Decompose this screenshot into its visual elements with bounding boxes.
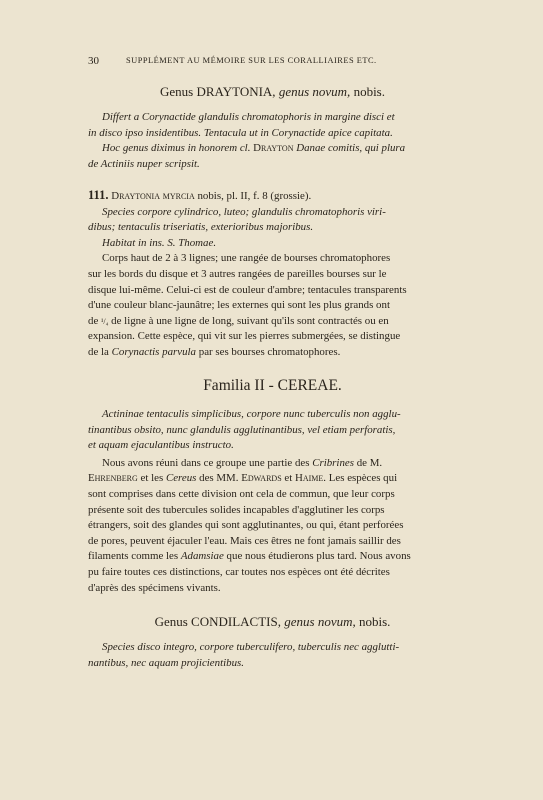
dedication-line xyxy=(88,141,457,157)
description-line xyxy=(88,345,457,361)
genus-author: nobis. xyxy=(358,614,391,629)
description-line xyxy=(88,314,457,330)
genus-name: Genus DRAYTONIA, xyxy=(160,84,276,99)
text: filaments comme les xyxy=(88,550,179,563)
desc-text: par ses bourses chromatophores. xyxy=(198,345,341,358)
familia-diagnosis-line: Actininae tentaculis simplicibus, corpore nunc tuberculis non agglu- xyxy=(102,408,401,420)
taxon: Cribrines xyxy=(312,456,354,469)
familia-text-line: de pores, peuvent éjaculer l'eau. Mais ces êtres ne font jamais saillir des xyxy=(88,534,401,547)
species-habitat: Habitat in ins. S. Thomae. xyxy=(102,236,217,249)
species-heading xyxy=(88,188,457,205)
page-number: 30 xyxy=(88,55,99,67)
familia-text-line: présente soit des tubercules solides incapables d'agglutiner les corps xyxy=(88,503,385,516)
dedication-name: Drayton xyxy=(253,142,294,155)
text: des MM. xyxy=(199,472,239,485)
familia-diagnosis-line: et aquam ejaculantibus instructo. xyxy=(88,439,234,452)
diagnosis-line: Species disco integro, corpore tuberculifero, tuberculis nec agglutti- xyxy=(102,641,400,653)
familia-text-line xyxy=(88,471,457,487)
description-line: sur les bords du disque et 3 autres rangées de pareilles bourses sur le xyxy=(88,267,387,280)
running-title: SUPPLÉMENT AU MÉMOIRE SUR LES CORALLIAIRES ETC. xyxy=(126,56,377,65)
desc-fraction: ¹/₄ xyxy=(101,316,109,326)
description-line: expansion. Cette espèce, qui vit sur les pierres submergées, se distingue xyxy=(88,330,401,343)
diagnosis-line: nantibus, nec aquam projicientibus. xyxy=(88,656,244,669)
species-number: 111. xyxy=(88,188,109,202)
description-line: d'une couleur blanc-jaunâtre; les externes qui sont les plus grands ont xyxy=(88,299,390,312)
familia-text-line: sont comprises dans cette division ont cela de commun, que leur corps xyxy=(88,487,395,500)
text: que nous étudierons plus tard. Nous avons xyxy=(226,550,411,563)
species-diagnosis-line: dibus; tentaculis triseriatis, exterioribus majoribus. xyxy=(88,221,314,234)
dedication-text: Hoc genus diximus in honorem cl. xyxy=(102,142,251,155)
text: Les espèces qui xyxy=(328,472,398,485)
species-ref: nobis, pl. II, f. 8 (grossie). xyxy=(197,190,312,202)
diagnosis-line: Differt a Corynactide glandulis chromatophoris in margine disci et xyxy=(102,111,395,123)
author-name: Ehrenberg xyxy=(88,472,138,485)
desc-text: de la xyxy=(88,345,109,358)
familia-text-line: d'après des spécimens vivants. xyxy=(88,581,221,594)
familia-block xyxy=(88,407,457,596)
familia-text-line: étrangers, soit des glandes qui sont agglutinantes, ou qui, étant perforées xyxy=(88,519,404,532)
genus-novum: genus novum, xyxy=(284,614,356,629)
text: de M. xyxy=(356,456,383,469)
text: et les xyxy=(140,472,164,485)
species-111-block xyxy=(88,188,457,361)
species-diagnosis-line: Species corpore cylindrico, luteo; glandulis chromatophoris viri- xyxy=(102,205,386,218)
species-name: Draytonia myrcia xyxy=(111,190,195,202)
genus-author: nobis. xyxy=(353,84,385,99)
desc-taxon: Corynactis parvula xyxy=(111,345,197,358)
description-line: disque lui-même. Celui-ci est de couleur d'ambre; tentacules transparents xyxy=(88,283,407,296)
taxon: Cereus xyxy=(165,472,197,485)
dedication-text: Danae comitis, qui plura xyxy=(296,142,406,155)
genus-condilactis-heading xyxy=(88,614,457,630)
genus-draytonia-diagnosis xyxy=(88,110,457,172)
genus-condilactis-diagnosis xyxy=(88,640,457,671)
genus-novum: genus novum, xyxy=(278,84,351,99)
familia-diagnosis-line: tinantibus obsito, nunc glandulis agglutinantibus, vel etiam perforatis, xyxy=(88,423,396,436)
dedication-line: de Actiniis nuper scripsit. xyxy=(88,157,200,170)
author-name: Haime. xyxy=(294,472,327,485)
author-name: Edwards xyxy=(241,472,282,485)
desc-text: de xyxy=(88,314,99,327)
diagnosis-line: in disco ipso insidentibus. Tentacula ut in Corynactide apice capitata. xyxy=(88,126,393,139)
taxon: Adamsiae xyxy=(180,550,224,563)
familia-text-line xyxy=(88,549,457,565)
genus-draytonia-heading xyxy=(88,84,457,100)
text: Nous avons réuni dans ce groupe une partie des xyxy=(102,456,310,469)
description-line: Corps haut de 2 à 3 lignes; une rangée de bourses chromatophores xyxy=(102,252,391,265)
familia-text-line xyxy=(88,456,457,472)
genus-name: Genus CONDILACTIS, xyxy=(154,614,281,629)
text: et xyxy=(284,472,293,485)
familia-heading: Familia II - CEREAE. xyxy=(203,377,342,394)
familia-text-line: pu faire toutes ces distinctions, car toutes nos espèces ont été décrites xyxy=(88,565,390,578)
desc-text: de ligne à une ligne de long, suivant qu'ils sont contractés ou en xyxy=(111,314,389,327)
